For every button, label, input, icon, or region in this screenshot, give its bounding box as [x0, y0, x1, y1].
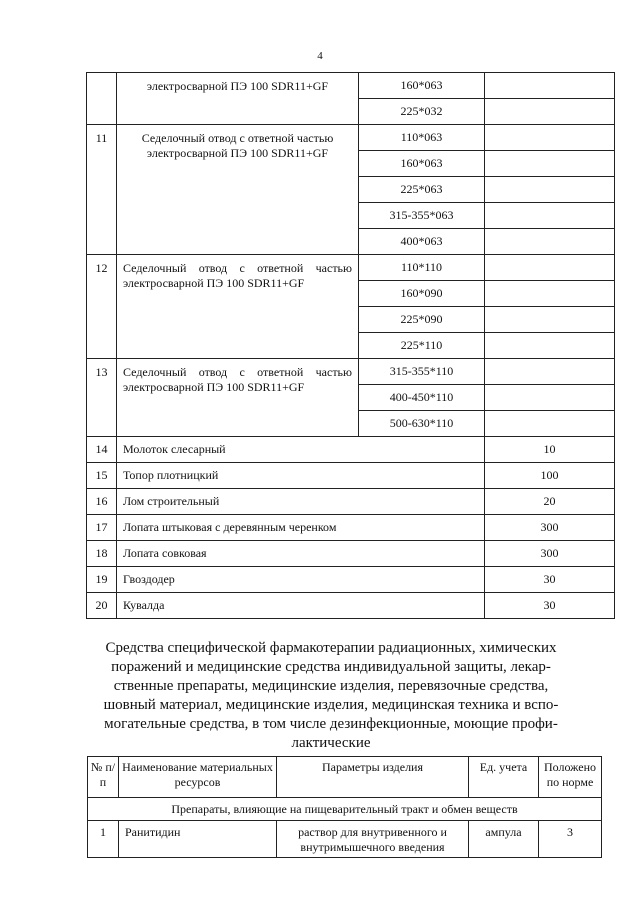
row-name: Лопата совковая [117, 541, 485, 567]
row-num: 18 [87, 541, 117, 567]
row-qty [485, 151, 615, 177]
row-name: Ранитидин [119, 821, 277, 858]
row-qty [485, 125, 615, 151]
row-qty [485, 307, 615, 333]
table-row [87, 437, 615, 463]
row-qty [485, 99, 615, 125]
row-name: Гвоздодер [117, 567, 485, 593]
row-size: 315-355*063 [359, 203, 485, 229]
row-size: 225*063 [359, 177, 485, 203]
row-name: электросварной ПЭ 100 SDR11+GF [117, 73, 359, 125]
row-size: 500-630*110 [359, 411, 485, 437]
heading-line: Средства специфической фармакотерапии радиационных, химических [105, 640, 557, 656]
table-row [87, 463, 615, 489]
heading-line: шовный материал, медицинские изделия, медицинская техника и вспо- [103, 697, 559, 713]
header-norm: Положено по норме [539, 757, 602, 798]
row-num: 20 [87, 593, 117, 619]
equipment-table [86, 72, 615, 619]
row-num: 19 [87, 567, 117, 593]
header-unit: Ед. учета [469, 757, 539, 798]
row-qty [485, 229, 615, 255]
header-num: № п/п [88, 757, 119, 798]
row-qty [485, 203, 615, 229]
row-name: Топор плотницкий [117, 463, 485, 489]
row-name: Седелочный отвод с ответной частью электросварной ПЭ 100 SDR11+GF [117, 255, 359, 359]
row-num [87, 73, 117, 125]
row-size: 160*063 [359, 73, 485, 99]
row-qty: 30 [485, 567, 615, 593]
row-num: 1 [88, 821, 119, 858]
row-size: 110*063 [359, 125, 485, 151]
row-qty [485, 177, 615, 203]
heading-line: ственные препараты, медицинские изделия, перевязочные средства, [113, 678, 549, 694]
heading-line: поражений и медицинские средства индивидуальной защиты, лекар- [111, 659, 551, 675]
row-num: 15 [87, 463, 117, 489]
table-header-row [88, 757, 602, 798]
page-number: 4 [317, 50, 323, 62]
row-qty: 10 [485, 437, 615, 463]
table-row [87, 489, 615, 515]
header-params: Параметры изделия [277, 757, 469, 798]
row-size: 160*090 [359, 281, 485, 307]
row-name: Седелочный отвод с ответной частью электросварной ПЭ 100 SDR11+GF [117, 125, 359, 255]
table-row [87, 515, 615, 541]
table-row [88, 821, 602, 858]
row-num: 16 [87, 489, 117, 515]
row-num: 14 [87, 437, 117, 463]
row-name: Лом строительный [117, 489, 485, 515]
table-row [87, 73, 615, 99]
row-params: раствор для внутривенного и внутримышечного введения [277, 821, 469, 858]
section-title: Препараты, влияющие на пищеварительный тракт и обмен веществ [88, 798, 602, 821]
row-qty: 20 [485, 489, 615, 515]
section-heading [96, 639, 566, 753]
table-row [87, 125, 615, 151]
header-name: Наименование материальных ресурсов [119, 757, 277, 798]
row-size: 225*032 [359, 99, 485, 125]
row-size: 225*090 [359, 307, 485, 333]
row-size: 315-355*110 [359, 359, 485, 385]
row-qty [485, 73, 615, 99]
row-unit: ампула [469, 821, 539, 858]
heading-line: лактические [291, 735, 371, 751]
section-row [88, 798, 602, 821]
row-size: 160*063 [359, 151, 485, 177]
row-qty [485, 333, 615, 359]
table-row [87, 593, 615, 619]
row-num: 11 [87, 125, 117, 255]
row-qty: 300 [485, 515, 615, 541]
table-row [87, 567, 615, 593]
medical-supplies-table [87, 756, 602, 858]
row-norm: 3 [539, 821, 602, 858]
row-size: 400*063 [359, 229, 485, 255]
row-qty: 100 [485, 463, 615, 489]
heading-line: могательные средства, в том числе дезинфекционные, моющие профи- [104, 716, 558, 732]
row-qty: 30 [485, 593, 615, 619]
row-size: 225*110 [359, 333, 485, 359]
row-size: 400-450*110 [359, 385, 485, 411]
row-qty [485, 255, 615, 281]
row-num: 13 [87, 359, 117, 437]
table-row [87, 541, 615, 567]
row-qty: 300 [485, 541, 615, 567]
row-size: 110*110 [359, 255, 485, 281]
row-name: Седелочный отвод с ответной частью электросварной ПЭ 100 SDR11+GF [117, 359, 359, 437]
table-row [87, 255, 615, 281]
row-qty [485, 359, 615, 385]
row-name: Лопата штыковая с деревянным черенком [117, 515, 485, 541]
row-num: 17 [87, 515, 117, 541]
row-qty [485, 385, 615, 411]
row-num: 12 [87, 255, 117, 359]
table-row [87, 359, 615, 385]
row-qty [485, 411, 615, 437]
row-qty [485, 281, 615, 307]
row-name: Молоток слесарный [117, 437, 485, 463]
row-name: Кувалда [117, 593, 485, 619]
